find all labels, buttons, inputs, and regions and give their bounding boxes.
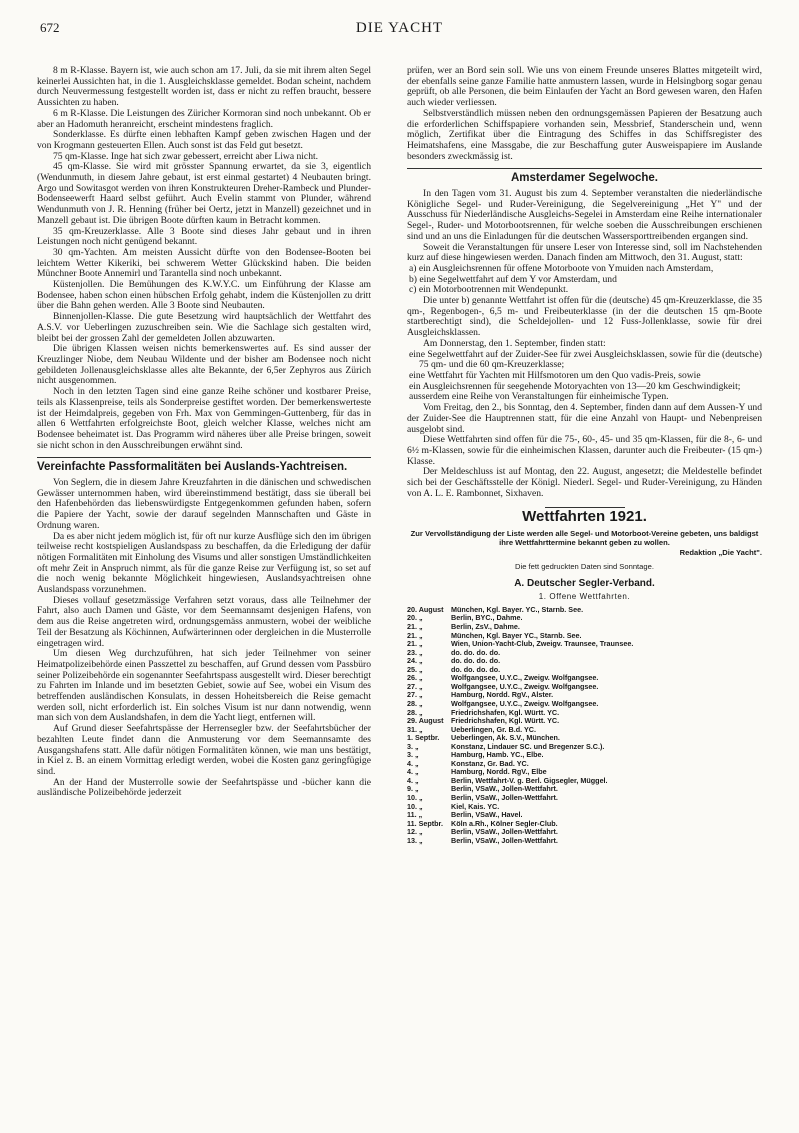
race-date: 27. „ (407, 690, 423, 700)
verband-heading: A. Deutscher Segler-Verband. (514, 577, 655, 589)
race-date: 31. „ (407, 724, 423, 734)
list-item: ein Ausgleichsrennen für seegehende Motoryachten von 13—20 km Geschwindigkeit; (409, 380, 741, 392)
list-item: b) eine Segelwettfahrt auf dem Y vor Amsterdam, und (409, 273, 617, 285)
race-date: 1. Septbr. (407, 733, 440, 743)
paragraph: Diese Wettfahrten sind offen für die 75-, 60-, 45- und 35 qm-Klassen, für die 8-, 6- und 6½ m-Klassen, sowie für die einheimischen Klassen, darunter auch die Freibeuter- (15 qm-) Klasse. (407, 434, 762, 467)
list-item: a) ein Ausgleichsrennen für offene Motorboote von Ymuiden nach Amsterdam, (409, 262, 714, 274)
paragraph: 30 qm-Yachten. Am meisten Aussicht dürfte von den Bodensee-Booten bei leichtem Wetter Kikeriki, bei schwerem Wetter Glückskind haben. Die beiden Münchner Boote Annemirl und Tarantella sind noch unbekannt. (37, 246, 371, 280)
race-event: Hamburg, Hamb. YC., Elbe. (451, 750, 544, 760)
race-event: Wolfgangsee, U.Y.C., Zweigv. Wolfgangsee. (451, 681, 599, 691)
race-event: Berlin, ZsV., Dahme. (451, 622, 520, 632)
paragraph: Der Meldeschluss ist auf Montag, den 22. August, angesetzt; die Meldestelle befindet sich bei der Geschäftsstelle der Königl. Niederl. Segel- und Ruder-Vereinigung, zu Händen von A. L. E. Rambonnet, Sixhaven. (407, 466, 762, 499)
running-title: DIE YACHT (355, 20, 444, 36)
race-date: 21. „ (407, 630, 423, 640)
race-date: 9. „ (407, 784, 419, 794)
race-date: 4. „ (407, 758, 419, 768)
race-event: Köln a.Rh., Kölner Segler-Club. (451, 818, 558, 828)
paragraph: Noch in den letzten Tagen sind eine ganze Reihe schöner und kostbarer Preise, teils als Klassenpreise, teils als Sonderpreise gestiftet worden. Der bemerkenswerteste ist der Heimdalpreis, gegeben von Frh. Max von Gemmingen-Guttenberg, für das in allen 6 Wettfahrten erfolgreichste Boot, gleich welcher Klasse, welches nicht am Bodensee beheimatet ist. Das Programm wird näheres über alle Preise bringen, soweit sie nicht schon in den Ausschreibungen erwähnt sind. (37, 386, 371, 451)
race-event: Friedrichshafen, Kgl. Württ. YC. (451, 707, 560, 717)
race-date: 10. „ (407, 801, 423, 811)
race-event: Wolfgangsee, U.Y.C., Zweigv. Wolfgangsee. (451, 673, 599, 683)
race-event: do. do. do. do. (451, 656, 501, 666)
paragraph: In den Tagen vom 31. August bis zum 4. September veranstalten die niederländische Königliche Segel- und Ruder-Vereinigung, die Segelvereinigung „Het Y" und der Ausschuss für Niederländische Ausgleichs-Segelei in Amsterdam eine Reihe internationaler Segel-, Ruder- und Motorbootsrennen, für welche soeben die Ausschreibungen erschienen sind und an uns die Einladungen für die deutschen Wassersporttreibenden ergangen sind. (407, 188, 762, 242)
race-event: do. do. do. do. (451, 647, 501, 657)
race-event: Wolfgangsee, U.Y.C., Zweigv. Wolfgangsee. (451, 698, 599, 708)
offene-wettfahrten-heading: 1. Offene Wettfahrten. (538, 592, 631, 602)
race-date: 21. „ (407, 639, 423, 649)
paragraph: prüfen, wer an Bord sein soll. Wie uns von einem Freunde unseres Blattes mitgeteilt wird, der ebenfalls seine ganze Familie hatte anmustern lassen, wurde in Helsingborg sogar genau geprüft, ob alle Personen, die beim Einlaufen der Yacht an Bord gewesen waren, den Hafen auch wieder verliessen. (407, 65, 762, 109)
race-date: 28. „ (407, 698, 423, 708)
paragraph: Die unter b) genannte Wettfahrt ist offen für die (deutsche) 45 qm-Kreuzerklasse, die 35 qm-, Regenbogen-, 6,5 m- und Freibeuterklasse (in der die deutschen 15 qm-Boote startberechtigt sind), die Scheldejollen- und 12 Fuss-Jollenklasse, sowie für drei Ausgleichsklassen. (407, 295, 762, 339)
paragraph: Die übrigen Klassen weisen nichts bemerkenswertes auf. Es sind ausser der Kreuzlinger Niobe, dem Neubau Wildente und der bisher am Bodensee noch nicht gebildeten Jollenausgleichsklasse alles alte Bekannte, der 6,5er Zephyros aus Zürich nicht ausgenommen. (37, 343, 371, 387)
right-column (407, 66, 762, 845)
article-title: Vereinfachte Passformalitäten bei Auslands-Yachtreisen. (37, 461, 348, 474)
race-event: Berlin, VSaW., Jollen-Wettfahrt. (451, 835, 558, 845)
race-event: München, Kgl. Bayer. YC., Starnb. See. (451, 604, 584, 614)
paragraph: Sonderklasse. Es dürfte einen lebhaften Kampf geben zwischen Hagen und der von Krogmann gesteuerten Ellen. Auch sonst ist das Feld gut besetzt. (37, 129, 371, 151)
paragraph: Binnenjollen-Klasse. Die gute Besetzung wird hauptsächlich der Wettfahrt des A.S.V. vor Ueberlingen zuzuschreiben sein. Wie die Sachlage sich gestalten wird, bleibt bei der grossen Zahl der gemeldeten Jollen abzuwarten. (37, 311, 371, 344)
race-event: Berlin, VSaW., Jollen-Wettfahrt. (451, 827, 558, 837)
race-date: 24. „ (407, 656, 423, 666)
race-date: 21. „ (407, 622, 423, 632)
race-event: Ueberlingen, Gr. B.d. YC. (451, 724, 536, 734)
race-date: 4. „ (407, 775, 419, 785)
race-date: 28. „ (407, 707, 423, 717)
table-row (407, 837, 762, 846)
race-event: Konstanz, Lindauer SC. und Bregenzer S.C.). (451, 741, 605, 751)
race-date: 12. „ (407, 827, 423, 837)
race-event: Hamburg, Nordd. RgV., Elbe (451, 767, 547, 777)
race-date: 13. „ (407, 835, 423, 845)
redaktion-signature: Redaktion „Die Yacht". (679, 548, 762, 558)
paragraph: Küstenjollen. Die Bemühungen des K.W.Y.C. um Einführung der Klasse am Bodensee, haben schon einen hübschen Erfolg gehabt, indem die Küstenjollen zu dritt über die Bahn gehen werden. Alle 3 Boote sind Neubauten. (37, 279, 371, 312)
race-date: 10. „ (407, 792, 423, 802)
race-date: 11. Septbr. (407, 818, 443, 828)
paragraph: 8 m R-Klasse. Bayern ist, wie auch schon am 17. Juli, da sie mit ihrem alten Segel keinerlei Aussichten hat, in die 1. Ausgleichsklasse gemeldet. Bodan scheint, nachdem durch Neuvermessung festgestellt worden ist, dass er nicht zu reffen braucht, bessere Aussichten zu haben. (37, 65, 371, 109)
race-date: 20. August (407, 604, 444, 614)
sunday-note: Die fett gedruckten Daten sind Sonntage. (515, 561, 654, 571)
race-event: Wien, Union-Yacht-Club, Zweigv. Traunsee, Traunsee. (451, 639, 634, 649)
race-event: Hamburg, Nordd. RgV., Alster. (451, 690, 554, 700)
list-item: ausserdem eine Reihe von Veranstaltungen für einheimische Typen. (409, 391, 669, 403)
race-event: Ueberlingen, Ak. S.V., München. (451, 733, 560, 743)
race-date: 11. „ (407, 810, 423, 820)
paragraph: Dieses vollauf gesetzmässige Verfahren setzt voraus, dass alle Teilnehmer der Fahrt, also auch Damen und Gäste, vor dem Seemannsamt desjenigen Hafens, von dem aus die Reise angetreten wird, ordnungsgemäss anmustern, wobei der weibliche Teil der Besatzung als Köchinnen, Aufwärterinnen oder dergleichen in die Musterrolle eingetragen wird. (37, 594, 371, 649)
article-title: Amsterdamer Segelwoche. (510, 172, 658, 185)
paragraph: 35 qm-Kreuzerklasse. Alle 3 Boote sind dieses Jahr gebaut und in ihren Leistungen noch nicht genügend bekannt. (37, 225, 371, 248)
paragraph: Auf Grund dieser Seefahrtspässe der Herrensegler bzw. der Seefahrtsbücher der bezahlten Leute findet dann die Anmusterung vor dem Seemannsamte des Ausgangshafens statt. Alle dafür nötigen Formalitäten können, wie man uns bestätigt, in Kiel z. B. an einem Vormittag erledigt werden, wobei die Kosten ganz geringfügige sind. (37, 723, 371, 777)
wettfahrten-intro: Zur Vervollständigung der Liste werden alle Segel- und Motorboot-Vereine gebeten, uns baldigst ihre Wettfahrttermine bekannt geben zu wollen. (410, 529, 759, 548)
race-event: Konstanz, Gr. Bad. YC. (451, 758, 529, 768)
race-event: Berlin, VSaW., Jollen-Wettfahrt. (451, 784, 558, 794)
race-event: Berlin, Wettfahrt-V. g. Berl. Gigsegler, Müggel. (451, 775, 608, 785)
race-date: 27. „ (407, 681, 423, 691)
race-date: 26. „ (407, 673, 423, 683)
paragraph: Vom Freitag, den 2., bis Sonntag, den 4. September, finden dann auf dem Aussen-Y und der Zuider-See die Hauptrennen statt, für die eine Anzahl von Haupt- und Nebenpreisen ausgelobt sind. (407, 402, 762, 435)
race-date: 20. „ (407, 613, 423, 623)
race-calendar-table (407, 606, 762, 845)
paragraph: Da es aber nicht jedem möglich ist, für oft nur kurze Ausflüge sich den im übrigen teilweise recht kostspieligen Auslandspass zu beschaffen, da die Erledigung der dafür nötigen Formalitäten mit Einholung des Visums und aller sonstigen Umständlichkeiten oft mehr Zeit in Anspruch nimmt, als für die ganze Reise zur Verfügung ist, so set auf die noch wenig bekannte Möglichkeit hingewiesen, Auslandsyachtreisen ohne Auslandspass vorzunehmen. (37, 530, 371, 596)
race-date: 3. „ (407, 741, 419, 751)
race-date: 29. August (407, 716, 444, 726)
paragraph: Um diesen Weg durchzuführen, hat sich jeder Teilnehmer von seiner Heimatpolizeibehörde einen Passzettel zu beschaffen, auf Grund dessen vom Passbüro seiner Polizeibehörde ein sogenannter Seefahrtspass ausgestellt wird. Dieser berechtigt zu Fahrten im Inlande und im besetzten Gebiet, sowie auf See, wobei ein Visum des betreffenden ausländischen Konsulats, in dessen Hoheitsbereich die Reise gemacht werden soll, nicht erforderlich ist. Ein solches Visum ist nur dann notwendig, wenn man sich von dem Auslandshafen, in dem die Yacht liegt, entfernen will. (37, 648, 371, 724)
paragraph: Am Donnerstag, den 1. September, finden statt: (423, 337, 606, 349)
race-event: do. do. do. do. (451, 664, 501, 674)
race-event: Friedrichshafen, Kgl. Württ. YC. (451, 716, 560, 726)
race-event: Berlin, VSaW., Jollen-Wettfahrt. (451, 792, 558, 802)
paragraph: An der Hand der Musterrolle sowie der Seefahrtspässe und -bücher kann die ausländische Polizeibehörde jederzeit (37, 776, 371, 799)
race-date: 23. „ (407, 647, 423, 657)
list-item: c) ein Motorbootrennen mit Wendepunkt. (409, 284, 569, 296)
paragraph: Von Seglern, die in diesem Jahre Kreuzfahrten in die dänischen und schwedischen Gewässer unternommen haben, wird übereinstimmend bestätigt, dass sie überall bei den Hafenbehörden das liebenswürdigste Entgegenkommen gefunden haben, sofern die Papiere der Yacht, sowie der darauf segelnden Mannschaften und Gäste in Ordnung waren. (37, 477, 371, 531)
race-date: 3. „ (407, 750, 419, 760)
race-event: Berlin, BYC., Dahme. (451, 613, 523, 623)
left-column (37, 66, 371, 799)
wettfahrten-title: Wettfahrten 1921. (522, 508, 647, 526)
paragraph: Soweit die Veranstaltungen für unsere Leser von Interesse sind, soll im Nachstehenden kurz auf diese hingewiesen werden. Danach finden am Mittwoch, den 31. August, statt: (407, 241, 762, 264)
list-item: eine Wettfahrt für Yachten mit Hilfsmotoren um den Quo vadis-Preis, sowie (409, 369, 701, 381)
race-date: 25. „ (407, 664, 423, 674)
paragraph: 45 qm-Klasse. Sie wird mit grösster Spannung erwartet, da sie 3, eigentlich (Wendunmuth, in diesem Jahre gebaut, ist erst einmal gestartet) 4 Neubauten bringt. Argo und Sowitasgot werden von ihren Konstrukteuren Dreher-Rambeck und Plunder-Bodenseewerft Haard selbst geführt. Auch Evelin stammt von Plunder, während Wendunmuth von J. R. Henning (früher bei Oertz, jetzt in Manzell) gezeichnet und in Manzell gebaut ist. Die übrigen Boote dürften kaum in Betracht kommen. (37, 161, 371, 226)
section-divider (407, 168, 762, 169)
section-divider (37, 457, 371, 458)
paragraph: 6 m R-Klasse. Die Leistungen des Züricher Kormoran sind noch unbekannt. Ob er aber an Hadomuth heranreicht, erscheint mindestens fraglich. (37, 107, 371, 130)
paragraph: Selbstverständlich müssen neben den ordnungsgemässen Papieren der Besatzung auch die erforderlichen Schiffspapiere vorhanden sein, Messbrief, Standerschein und, wenn möglich, Zertifikat über die Eintragung des Schiffes in das Schiffsregister des Heimatshafens, eine Massgabe, die zur Beschaffung guter Ausweispapiere im Auslande besonders zweckmässig ist. (407, 107, 762, 162)
page-number: 672 (40, 20, 60, 35)
list-item: eine Segelwettfahrt auf der Zuider-See für zwei Ausgleichsklassen, sowie für die (deutsche) 75 qm- und die 60 qm-Kreuzerklasse; (409, 348, 762, 371)
race-event: Berlin, VSaW., Havel. (451, 810, 523, 820)
paragraph: 75 qm-Klasse. Inge hat sich zwar gebessert, erreicht aber Liwa nicht. (53, 150, 319, 162)
race-date: 4. „ (407, 767, 419, 777)
race-event: Kiel, Kais. YC. (451, 801, 500, 811)
race-event: München, Kgl. Bayer YC., Starnb. See. (451, 630, 582, 640)
